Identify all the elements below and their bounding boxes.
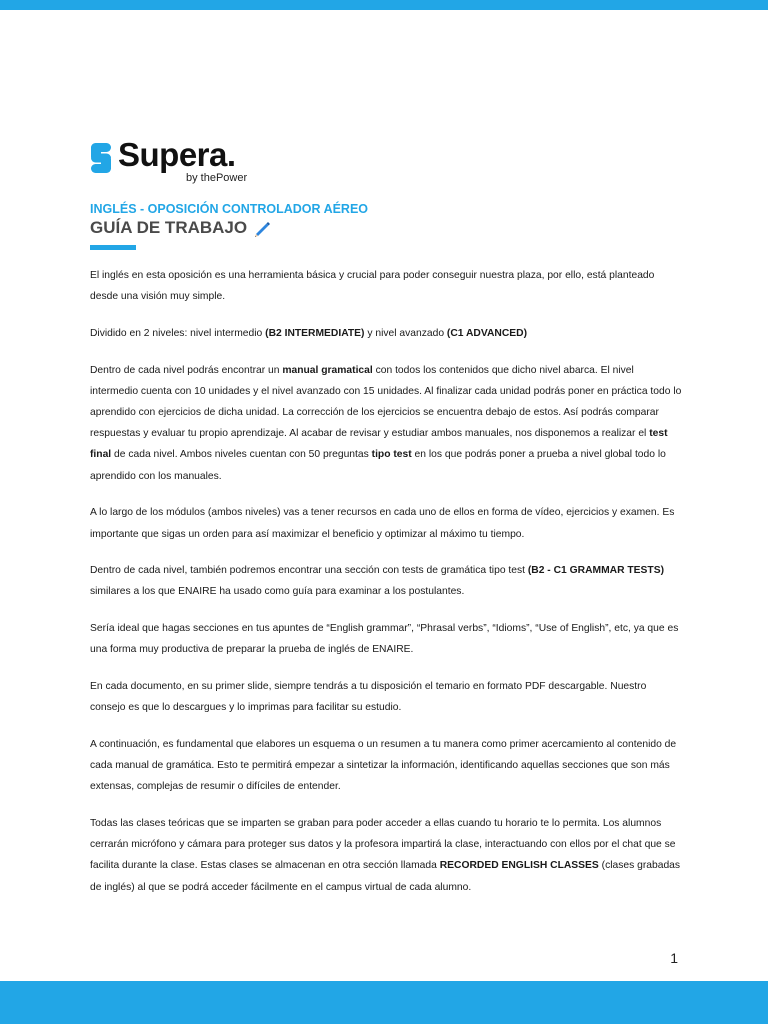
body-paragraph [90, 618, 682, 660]
title-underline [90, 245, 136, 250]
body-paragraph [90, 676, 682, 718]
bold-text: (B2 INTERMEDIATE) [265, 327, 365, 339]
body-paragraph [90, 502, 682, 544]
body-paragraph [90, 323, 682, 344]
text-run: en los que podrás poner a prueba a nivel global todo lo aprendido con los manuales. [90, 449, 666, 482]
body-paragraph [90, 560, 682, 602]
bold-text: (C1 ADVANCED) [446, 327, 528, 339]
text-run: Dividido en 2 niveles: nivel intermedio [90, 327, 266, 339]
bold-text: manual gramatical [282, 364, 373, 376]
bold-text: tipo test [371, 449, 412, 461]
text-run: Sería ideal que hagas secciones en tus apuntes de “English grammar”, “Phrasal verbs”, “Idioms”, “Use of English”, etc, ya que es una forma muy productiva de preparar la prueba de inglés de ENAIRE. [90, 623, 679, 656]
page-number: 1 [670, 950, 678, 966]
body-paragraph [90, 734, 682, 798]
text-run: A continuación, es fundamental que elabores un esquema o un resumen a tu manera como primer acercamiento al contenido de cada manual de gramática. Esto te permitirá empezar a sintetizar la información, identificando aquellas secciones que son más extensas, complejas de resumir o difíciles de entender. [90, 738, 677, 793]
brand-name: Supera. [118, 136, 236, 173]
top-accent-bar [0, 0, 768, 10]
bold-text: test final [90, 428, 668, 461]
text-run: y nivel avanzado [364, 327, 447, 339]
supera-logo-mark-icon [90, 143, 112, 173]
bold-text: (B2 - C1 GRAMMAR TESTS) [527, 565, 665, 577]
text-run: (clases grabadas de inglés) al que se podrá acceder fácilmente en el campus virtual de cada alumno. [90, 860, 681, 893]
bold-text: RECORDED ENGLISH CLASSES [439, 860, 599, 872]
document-kicker: INGLÉS - OPOSICIÓN CONTROLADOR AÉREO [90, 202, 369, 216]
text-run: El inglés en esta oposición es una herramienta básica y crucial para poder conseguir nuestra plaza, por ello, está planteado desde una visión muy simple. [90, 270, 655, 303]
text-run: de cada nivel. Ambos niveles cuentan con 50 preguntas [111, 449, 372, 461]
text-run: Dentro de cada nivel, también podremos encontrar una sección con tests de gramática tipo test [90, 565, 528, 577]
text-run: En cada documento, en su primer slide, siempre tendrás a tu disposición el temario en formato PDF descargable. Nuestro consejo es que lo descargues y lo imprimas para facilitar su estudio. [90, 681, 647, 714]
text-run: con todos los contenidos que dicho nivel abarca. El nivel intermedio cuenta con 10 unidades y el nivel avanzado con 15 unidades. Al finalizar cada unidad podrás poner en práctica todo lo aprendido con ejercicios de dicha unidad. La corrección de los ejercicios se encuentra debajo de estos. Así podrás comparar respuestas y evaluar tu propio aprendizaje. Al acabar de revisar y estudiar ambos manuales, nos disponemos a realizar el [90, 364, 682, 440]
document-title: GUÍA DE TRABAJO [90, 218, 248, 237]
text-run: Dentro de cada nivel podrás encontrar un [90, 364, 283, 376]
text-run: Todas las clases teóricas que se imparten se graban para poder acceder a ellas cuando tu horario te lo permita. Los alumnos cerrarán micrófono y cámara para proteger sus datos y la profesora impartirá la clase, interactuando con ellos por el chat que se facilita durante la clase. Estas clases se almacenan en otra sección llamada [90, 818, 676, 872]
pencil-icon [252, 218, 272, 238]
brand-tagline: by thePower [186, 172, 248, 184]
body-paragraph [90, 813, 682, 898]
bottom-accent-bar [0, 981, 768, 1024]
supera-logo [90, 136, 290, 190]
text-run: A lo largo de los módulos (ambos niveles) vas a tener recursos en cada uno de ellos en forma de vídeo, ejercicios y examen. Es importante que sigas un orden para así maximizar el beneficio y optimizar al máximo tu tiempo. [90, 507, 675, 540]
body-paragraph [90, 360, 682, 487]
document-body [90, 265, 682, 913]
text-run: similares a los que ENAIRE ha usado como guía para examinar a los postulantes. [90, 586, 465, 598]
body-paragraph [90, 265, 682, 307]
document-title-row [90, 218, 272, 238]
